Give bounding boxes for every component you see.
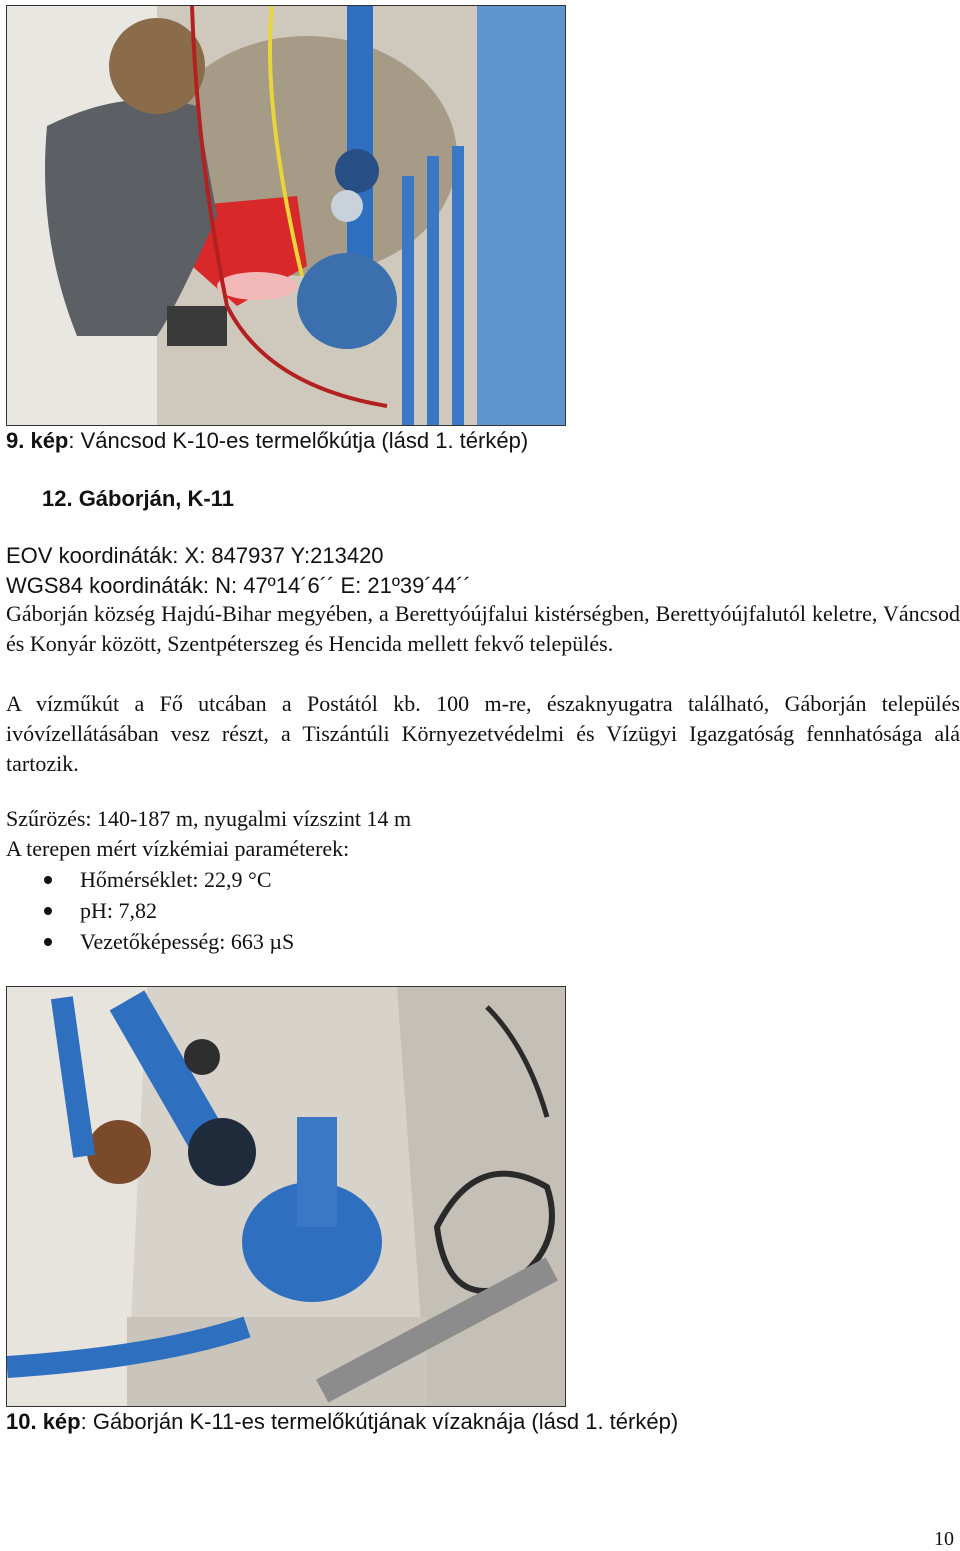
well-description-paragraph: A vízműkút a Fő utcában a Postától kb. 100 m-re, északnyugatra található, Gáborján település ivóvízellátásában vesz részt, a Tiszántúli Környezetvédelmi és Vízügyi Igazgatóság fennhatósága alá tartozik.: [6, 691, 960, 776]
figure-caption-2: [6, 1409, 678, 1435]
bullet-icon: [44, 938, 52, 946]
location-paragraph: Gáborján község Hajdú-Bihar megyében, a Berettyóújfalui kistérségben, Berettyóújfalutól keletre, Váncsod és Konyár között, Szentpéterszeg és Hencida mellett fekvő település.: [6, 601, 960, 656]
figure-caption-1-text: : Váncsod K-10-es termelőkútja (lásd 1. térkép): [68, 428, 529, 453]
parameter-conductivity: Vezetőképesség: 663 µS: [80, 929, 295, 954]
photo-well-k10-drawing: [7, 6, 565, 425]
figure-caption-2-number: 10. kép: [6, 1409, 81, 1434]
parameters-intro: A terepen mért vízkémiai paraméterek:: [6, 836, 350, 861]
bullet-icon: [44, 876, 52, 884]
photo-well-shaft-k11: [6, 986, 566, 1407]
photo-well-k10: [6, 5, 566, 426]
coordinates-eov: EOV koordináták: X: 847937 Y:213420: [6, 543, 384, 568]
section-heading: 12. Gáborján, K-11: [42, 486, 234, 511]
coordinates-wgs84: WGS84 koordináták: N: 47º14´6´´ E: 21º39´44´´: [6, 573, 471, 598]
page-number: 10: [934, 1528, 954, 1550]
figure-caption-1-number: 9. kép: [6, 428, 69, 453]
bullet-icon: [44, 907, 52, 915]
list-item: [0, 926, 294, 957]
parameter-ph: pH: 7,82: [80, 898, 157, 923]
figure-caption-2-text: : Gáborján K-11-es termelőkútjának vízaknája (lásd 1. térkép): [80, 1409, 679, 1434]
figure-caption-1: [6, 428, 528, 454]
filter-depth-line: Szűrözés: 140-187 m, nyugalmi vízszint 14 m: [6, 806, 412, 831]
list-item: [0, 895, 294, 926]
photo-well-shaft-k11-drawing: [7, 987, 565, 1406]
parameter-temperature: Hőmérséklet: 22,9 °C: [80, 867, 272, 892]
list-item: [0, 864, 294, 895]
parameter-list: [0, 864, 294, 957]
